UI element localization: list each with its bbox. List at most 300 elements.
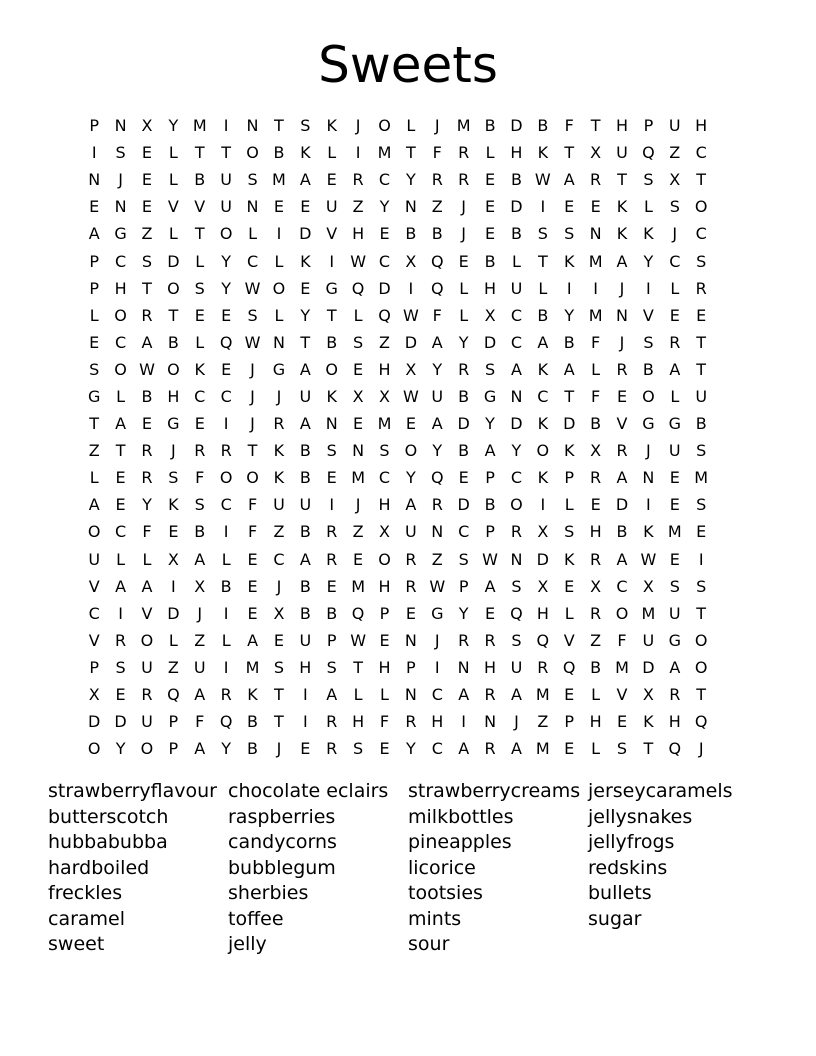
- grid-letter: U: [668, 441, 681, 461]
- grid-letter: I: [329, 251, 335, 271]
- grid-letter: X: [669, 170, 681, 190]
- grid-letter: L: [353, 305, 363, 325]
- word-list-item: chocolate eclairs: [228, 780, 389, 802]
- grid-letter: L: [353, 685, 363, 705]
- grid-letter: U: [88, 549, 101, 569]
- grid-letter: E: [300, 197, 311, 217]
- grid-letter: C: [378, 251, 391, 271]
- grid-letter: S: [696, 441, 707, 461]
- word-list-item: hardboiled: [48, 856, 150, 879]
- grid-letter: E: [669, 549, 680, 569]
- grid-letter: B: [590, 657, 602, 677]
- grid-letter: I: [302, 685, 308, 705]
- grid-letter: Y: [168, 116, 179, 136]
- grid-letter: U: [668, 603, 681, 623]
- grid-letter: E: [405, 603, 416, 623]
- grid-letter: L: [459, 278, 469, 298]
- grid-letter: C: [378, 468, 391, 488]
- grid-letter: L: [274, 305, 284, 325]
- grid-letter: G: [431, 603, 444, 623]
- grid-letter: E: [115, 685, 126, 705]
- grid-letter: O: [114, 305, 127, 325]
- grid-letter: P: [89, 116, 100, 136]
- grid-letter: H: [378, 359, 391, 379]
- grid-letter: E: [564, 739, 575, 759]
- grid-letter: V: [141, 603, 153, 623]
- grid-letter: E: [485, 197, 496, 217]
- grid-letter: B: [326, 603, 338, 623]
- grid-letter: X: [273, 603, 285, 623]
- letter-grid: [81, 112, 741, 762]
- grid-letter: K: [563, 251, 575, 271]
- grid-letter: F: [195, 712, 205, 732]
- grid-letter: R: [458, 630, 470, 650]
- grid-letter: E: [247, 549, 258, 569]
- grid-letter: C: [194, 386, 206, 406]
- word-list-item: hubbabubba: [48, 831, 168, 853]
- grid-letter: J: [276, 739, 282, 759]
- grid-letter: L: [591, 685, 601, 705]
- word-list-item: milkbottles: [408, 805, 514, 828]
- grid-letter: D: [536, 549, 549, 569]
- grid-letter: R: [405, 712, 417, 732]
- grid-letter: B: [299, 576, 311, 596]
- grid-letter: H: [431, 712, 444, 732]
- grid-letter: D: [642, 657, 655, 677]
- word-list-item: sherbies: [228, 882, 309, 904]
- grid-letter: B: [299, 522, 311, 542]
- grid-letter: B: [616, 522, 628, 542]
- word-list-item: caramel: [48, 907, 126, 930]
- grid-letter: M: [192, 116, 207, 136]
- grid-letter: C: [115, 522, 127, 542]
- grid-letter: X: [405, 359, 417, 379]
- grid-letter: U: [405, 522, 417, 542]
- grid-letter: M: [535, 685, 550, 705]
- grid-letter: I: [646, 278, 651, 298]
- grid-letter: L: [168, 170, 178, 190]
- grid-letter: Q: [167, 685, 180, 705]
- grid-letter: C: [88, 603, 100, 623]
- grid-letter: H: [167, 386, 180, 406]
- grid-letter: S: [379, 441, 390, 461]
- grid-letter: B: [247, 739, 259, 759]
- grid-letter: R: [352, 170, 364, 190]
- grid-letter: S: [458, 549, 469, 569]
- grid-letter: N: [510, 386, 523, 406]
- grid-letter: Z: [669, 143, 681, 163]
- grid-letter: V: [88, 576, 100, 596]
- grid-letter: T: [142, 278, 152, 298]
- grid-letter: T: [89, 414, 100, 434]
- grid-letter: H: [352, 712, 365, 732]
- grid-letter: Z: [431, 549, 443, 569]
- grid-letter: K: [300, 143, 311, 163]
- grid-letter: E: [141, 197, 153, 217]
- grid-letter: L: [327, 143, 337, 163]
- grid-letter: E: [379, 630, 390, 650]
- grid-letter: K: [643, 712, 654, 732]
- grid-letter: E: [247, 603, 258, 623]
- grid-letter: L: [168, 224, 178, 244]
- grid-letter: V: [167, 197, 179, 217]
- grid-letter: R: [458, 170, 470, 190]
- grid-letter: N: [88, 170, 101, 190]
- grid-letter: U: [642, 630, 655, 650]
- grid-letter: S: [326, 657, 337, 677]
- grid-letter: F: [591, 386, 601, 406]
- grid-letter: J: [355, 495, 361, 515]
- grid-letter: O: [510, 495, 523, 515]
- grid-letter: M: [694, 468, 709, 488]
- grid-letter: X: [88, 685, 100, 705]
- grid-letter: H: [352, 224, 365, 244]
- grid-letter: V: [194, 197, 206, 217]
- grid-letter: I: [223, 116, 229, 136]
- grid-letter: E: [194, 414, 205, 434]
- grid-letter: H: [536, 603, 549, 623]
- grid-letter: L: [168, 143, 178, 163]
- grid-letter: V: [616, 414, 628, 434]
- grid-letter: E: [168, 522, 179, 542]
- grid-letter: K: [537, 359, 549, 379]
- grid-letter: K: [326, 386, 337, 406]
- grid-letter: U: [220, 170, 232, 190]
- grid-letter: G: [642, 414, 655, 434]
- grid-letter: N: [272, 332, 285, 352]
- grid-letter: U: [299, 386, 312, 406]
- grid-letter: X: [537, 576, 549, 596]
- grid-letter: E: [564, 197, 575, 217]
- grid-letter: P: [643, 116, 654, 136]
- grid-letter: E: [669, 468, 680, 488]
- grid-letter: R: [590, 603, 602, 623]
- grid-letter: A: [537, 332, 549, 352]
- grid-letter: O: [140, 630, 154, 650]
- grid-letter: B: [458, 441, 470, 461]
- grid-letter: S: [89, 359, 100, 379]
- grid-letter: K: [247, 685, 258, 705]
- grid-letter: G: [325, 278, 338, 298]
- grid-letter: W: [402, 305, 419, 325]
- grid-letter: X: [167, 549, 179, 569]
- grid-letter: S: [273, 657, 284, 677]
- grid-letter: T: [194, 224, 205, 244]
- grid-letter: B: [537, 305, 549, 325]
- grid-letter: J: [514, 712, 519, 732]
- grid-letter: Q: [510, 603, 523, 623]
- grid-letter: R: [590, 549, 602, 569]
- grid-letter: S: [696, 251, 707, 271]
- grid-letter: R: [431, 170, 443, 190]
- grid-letter: J: [698, 739, 704, 759]
- grid-letter: T: [274, 685, 284, 705]
- grid-letter: A: [510, 685, 522, 705]
- grid-letter: K: [194, 359, 205, 379]
- grid-letter: K: [616, 224, 628, 244]
- grid-letter: B: [484, 251, 496, 271]
- grid-letter: B: [299, 468, 311, 488]
- grid-letter: R: [616, 441, 628, 461]
- grid-letter: O: [404, 441, 418, 461]
- grid-letter: A: [141, 576, 153, 596]
- grid-letter: N: [352, 441, 365, 461]
- grid-letter: Q: [219, 332, 233, 352]
- grid-letter: Q: [219, 712, 233, 732]
- grid-letter: E: [326, 468, 337, 488]
- grid-letter: D: [378, 278, 391, 298]
- word-list-item: raspberries: [228, 805, 336, 828]
- grid-letter: R: [405, 549, 417, 569]
- grid-letter: L: [406, 116, 416, 136]
- grid-letter: U: [616, 143, 628, 163]
- grid-letter: G: [668, 414, 681, 434]
- grid-letter: I: [540, 495, 546, 515]
- grid-letter: L: [89, 305, 99, 325]
- grid-letter: O: [219, 468, 233, 488]
- grid-letter: O: [615, 603, 629, 623]
- grid-letter: E: [458, 468, 469, 488]
- grid-letter: R: [669, 685, 681, 705]
- grid-letter: P: [89, 278, 100, 298]
- grid-letter: M: [588, 305, 603, 325]
- grid-letter: J: [250, 386, 255, 406]
- grid-letter: I: [302, 712, 308, 732]
- grid-letter: H: [589, 712, 602, 732]
- grid-letter: L: [168, 630, 178, 650]
- grid-letter: D: [510, 197, 523, 217]
- grid-letter: S: [300, 116, 311, 136]
- grid-letter: S: [194, 495, 205, 515]
- grid-letter: N: [404, 685, 417, 705]
- grid-letter: R: [141, 441, 153, 461]
- grid-letter: P: [89, 251, 100, 271]
- grid-letter: G: [114, 224, 127, 244]
- grid-letter: C: [378, 170, 391, 190]
- grid-letter: B: [220, 576, 232, 596]
- grid-letter: G: [87, 386, 101, 406]
- grid-letter: N: [589, 224, 602, 244]
- grid-letter: S: [564, 522, 575, 542]
- grid-letter: U: [273, 495, 285, 515]
- grid-letter: E: [326, 170, 337, 190]
- grid-letter: Z: [431, 197, 443, 217]
- grid-letter: I: [171, 576, 176, 596]
- grid-letter: X: [352, 386, 364, 406]
- word-list-item: jerseycaramels: [588, 780, 733, 802]
- grid-letter: B: [484, 495, 496, 515]
- grid-letter: T: [221, 143, 232, 163]
- word-list-item: butterscotch: [48, 805, 169, 828]
- grid-letter: B: [194, 170, 206, 190]
- grid-letter: B: [194, 522, 206, 542]
- grid-letter: I: [355, 143, 361, 163]
- grid-letter: O: [87, 522, 101, 542]
- grid-letter: A: [563, 359, 575, 379]
- grid-letter: H: [615, 116, 629, 136]
- grid-letter: J: [619, 332, 625, 352]
- grid-letter: P: [168, 739, 179, 759]
- grid-letter: A: [299, 414, 311, 434]
- grid-letter: X: [484, 305, 496, 325]
- grid-letter: K: [537, 143, 549, 163]
- word-list-item: jelly: [228, 933, 267, 955]
- grid-letter: B: [273, 143, 285, 163]
- grid-letter: A: [194, 549, 206, 569]
- grid-letter: A: [299, 549, 311, 569]
- word-list-item: pineapples: [408, 831, 512, 853]
- word-list-item: jellyfrogs: [588, 831, 675, 853]
- grid-letter: I: [566, 278, 572, 298]
- grid-letter: E: [300, 278, 311, 298]
- grid-letter: C: [695, 224, 707, 244]
- grid-letter: T: [194, 143, 205, 163]
- grid-letter: O: [325, 359, 338, 379]
- grid-letter: Q: [430, 468, 444, 488]
- grid-letter: J: [355, 116, 361, 136]
- grid-letter: H: [668, 712, 681, 732]
- grid-letter: O: [246, 143, 259, 163]
- grid-letter: N: [404, 197, 417, 217]
- grid-letter: Q: [430, 278, 444, 298]
- grid-letter: L: [116, 549, 126, 569]
- grid-letter: M: [351, 576, 365, 596]
- grid-letter: U: [299, 495, 312, 515]
- grid-letter: Z: [379, 332, 390, 352]
- grid-letter: Y: [511, 441, 522, 461]
- grid-letter: O: [378, 116, 391, 136]
- grid-letter: A: [458, 739, 470, 759]
- word-list-item: sour: [408, 933, 450, 955]
- grid-letter: Y: [142, 495, 152, 515]
- grid-letter: B: [510, 224, 522, 244]
- grid-letter: M: [667, 522, 682, 542]
- grid-letter: G: [167, 414, 180, 434]
- grid-letter: R: [590, 170, 602, 190]
- grid-letter: R: [273, 414, 285, 434]
- grid-letter: I: [461, 712, 467, 732]
- grid-letter: E: [590, 197, 601, 217]
- grid-letter: E: [379, 739, 390, 759]
- grid-letter: Z: [141, 224, 153, 244]
- grid-letter: J: [434, 116, 440, 136]
- grid-letter: J: [250, 414, 255, 434]
- grid-letter: R: [484, 685, 496, 705]
- grid-letter: R: [405, 576, 417, 596]
- grid-letter: O: [167, 359, 180, 379]
- grid-letter: O: [694, 197, 708, 217]
- grid-letter: T: [353, 657, 363, 677]
- grid-letter: B: [695, 414, 707, 434]
- grid-letter: C: [510, 468, 523, 488]
- grid-letter: T: [247, 441, 258, 461]
- grid-letter: E: [89, 332, 100, 352]
- grid-letter: W: [640, 549, 657, 569]
- grid-letter: U: [220, 197, 232, 217]
- grid-letter: A: [669, 359, 681, 379]
- grid-letter: B: [458, 386, 470, 406]
- grid-letter: E: [564, 685, 575, 705]
- grid-letter: L: [564, 495, 574, 515]
- grid-letter: J: [672, 224, 678, 244]
- grid-letter: X: [642, 685, 654, 705]
- grid-letter: H: [378, 657, 391, 677]
- grid-letter: Z: [352, 197, 364, 217]
- grid-letter: G: [668, 630, 681, 650]
- grid-letter: D: [457, 495, 470, 515]
- grid-letter: K: [537, 414, 549, 434]
- grid-letter: W: [534, 170, 551, 190]
- grid-letter: S: [115, 143, 126, 163]
- grid-letter: Y: [405, 468, 416, 488]
- grid-letter: Q: [351, 278, 365, 298]
- grid-letter: T: [300, 332, 311, 352]
- grid-letter: M: [377, 414, 392, 434]
- grid-letter: P: [326, 630, 337, 650]
- grid-letter: E: [141, 170, 153, 190]
- grid-letter: O: [694, 657, 708, 677]
- grid-letter: B: [431, 224, 443, 244]
- grid-letter: C: [220, 386, 232, 406]
- grid-letter: Y: [405, 170, 416, 190]
- grid-letter: W: [350, 630, 367, 650]
- grid-letter: B: [510, 170, 522, 190]
- grid-letter: C: [537, 386, 549, 406]
- grid-letter: S: [696, 576, 707, 596]
- grid-letter: R: [458, 359, 470, 379]
- grid-letter: U: [299, 630, 312, 650]
- grid-letter: X: [379, 386, 390, 406]
- grid-letter: X: [405, 251, 417, 271]
- grid-letter: P: [89, 657, 100, 677]
- grid-letter: N: [457, 657, 470, 677]
- grid-letter: P: [485, 522, 495, 542]
- grid-letter: Y: [221, 251, 232, 271]
- grid-letter: D: [114, 712, 127, 732]
- grid-letter: I: [698, 549, 704, 569]
- grid-letter: E: [353, 414, 364, 434]
- grid-letter: X: [194, 576, 206, 596]
- grid-letter: D: [510, 414, 523, 434]
- grid-letter: S: [247, 305, 258, 325]
- grid-letter: L: [274, 251, 284, 271]
- grid-letter: C: [616, 576, 628, 596]
- grid-letter: R: [590, 468, 602, 488]
- grid-letter: F: [591, 332, 601, 352]
- grid-letter: V: [326, 224, 338, 244]
- grid-letter: B: [563, 332, 575, 352]
- grid-letter: B: [405, 224, 417, 244]
- grid-letter: T: [326, 305, 337, 325]
- grid-letter: U: [431, 386, 444, 406]
- grid-letter: F: [617, 630, 627, 650]
- grid-letter: U: [510, 278, 523, 298]
- grid-letter: W: [350, 251, 367, 271]
- grid-letter: V: [88, 630, 100, 650]
- grid-letter: L: [248, 224, 257, 244]
- grid-letter: A: [88, 495, 100, 515]
- grid-letter: S: [616, 739, 628, 759]
- grid-letter: P: [168, 712, 179, 732]
- grid-letter: F: [564, 116, 574, 136]
- grid-letter: U: [510, 657, 523, 677]
- grid-letter: B: [642, 359, 654, 379]
- grid-letter: T: [168, 305, 179, 325]
- grid-letter: F: [379, 712, 390, 732]
- grid-letter: N: [246, 116, 259, 136]
- grid-letter: D: [483, 332, 497, 352]
- grid-letter: Y: [115, 739, 126, 759]
